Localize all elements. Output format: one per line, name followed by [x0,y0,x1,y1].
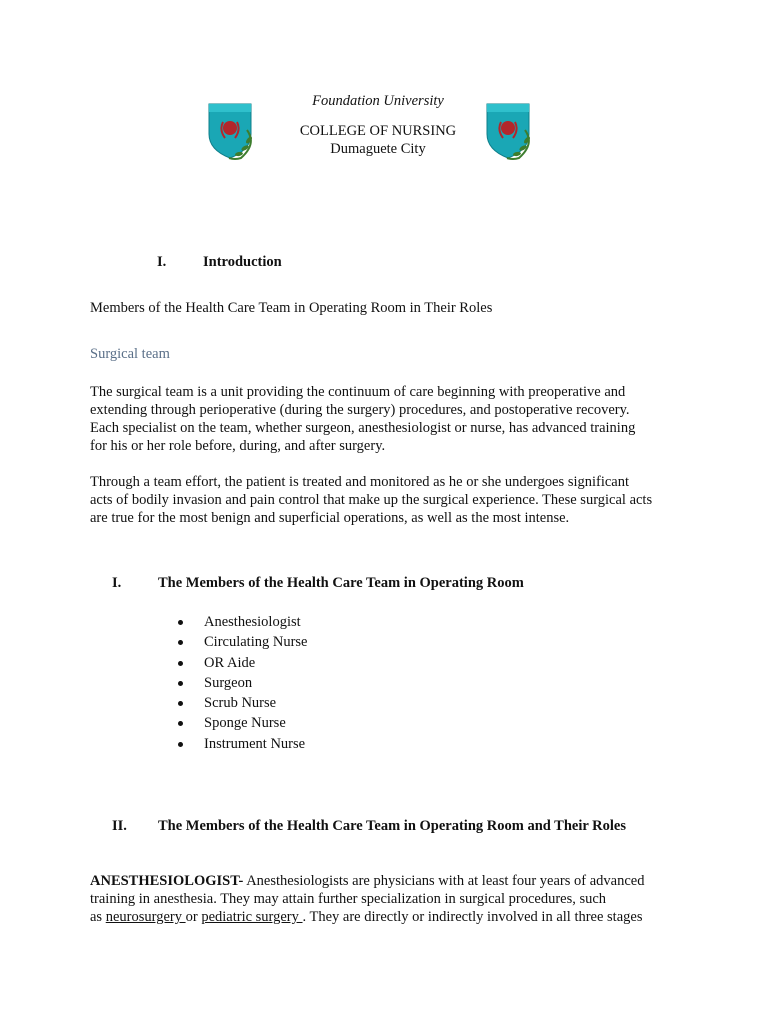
paragraph [90,383,690,455]
bullet-icon [178,661,183,666]
paragraph-line: for his or her role before, during, and after surgery. [90,438,386,454]
anesthesiologist-paragraph [90,872,690,926]
members-list [178,612,308,754]
paragraph-line: training in anesthesia. They may attain further specialization in surgical procedures, such [90,891,607,907]
term: ANESTHESIOLOGIST- [90,873,244,889]
paragraph-line: acts of bodily invasion and pain control that make up the surgical experience. These surgical acts [90,492,653,508]
paragraph-line: extending through perioperative (during the surgery) procedures, and postoperative recovery. [90,402,630,418]
paragraph [90,473,690,527]
section-heading: The Members of the Health Care Team in Operating Room and Their Roles [158,818,627,834]
bullet-icon [178,701,183,706]
bullet-icon [178,721,183,726]
paragraph-line: are true for the most benign and superficial operations, as well as the most intense. [90,510,570,526]
paragraph-line: as neurosurgery or pediatric surgery . They are directly or indirectly involved in all three stages [90,909,643,925]
college-name: COLLEGE OF NURSING [299,123,457,139]
neurosurgery-link[interactable]: neurosurgery [105,909,186,925]
section-number: II. [112,818,127,834]
list-item: Anesthesiologist [178,612,308,632]
list-item: Circulating Nurse [178,632,308,652]
paragraph-line: ANESTHESIOLOGIST- Anesthesiologists are physicians with at least four years of advanced [90,873,645,889]
pediatric-surgery-link[interactable]: pediatric surgery [201,909,303,925]
bullet-icon [178,681,183,686]
list-item: Instrument Nurse [178,734,308,754]
section-number: I. [157,254,167,270]
paragraph-line: Each specialist on the team, whether surgeon, anesthesiologist or nurse, has advanced training [90,420,636,436]
subheading-surgical-team: Surgical team [90,346,170,362]
section-heading: The Members of the Health Care Team in Operating Room [158,575,524,591]
list-item: Surgeon [178,673,308,693]
city-name: Dumaguete City [330,141,426,157]
list-item: OR Aide [178,653,308,673]
list-item: Scrub Nurse [178,693,308,713]
paragraph-line: Through a team effort, the patient is treated and monitored as he or she undergoes significant [90,474,630,490]
section-number: I. [112,575,122,591]
university-logo-right-icon [479,100,537,162]
section-heading: Introduction [203,254,282,270]
university-logo-left-icon [201,100,259,162]
bullet-icon [178,742,183,747]
paragraph-line: The surgical team is a unit providing the continuum of care beginning with preoperative and [90,384,626,400]
intro-line: Members of the Health Care Team in Operating Room in Their Roles [90,300,493,316]
bullet-icon [178,620,183,625]
list-item: Sponge Nurse [178,713,308,733]
bullet-icon [178,640,183,645]
university-name: Foundation University [312,93,444,109]
